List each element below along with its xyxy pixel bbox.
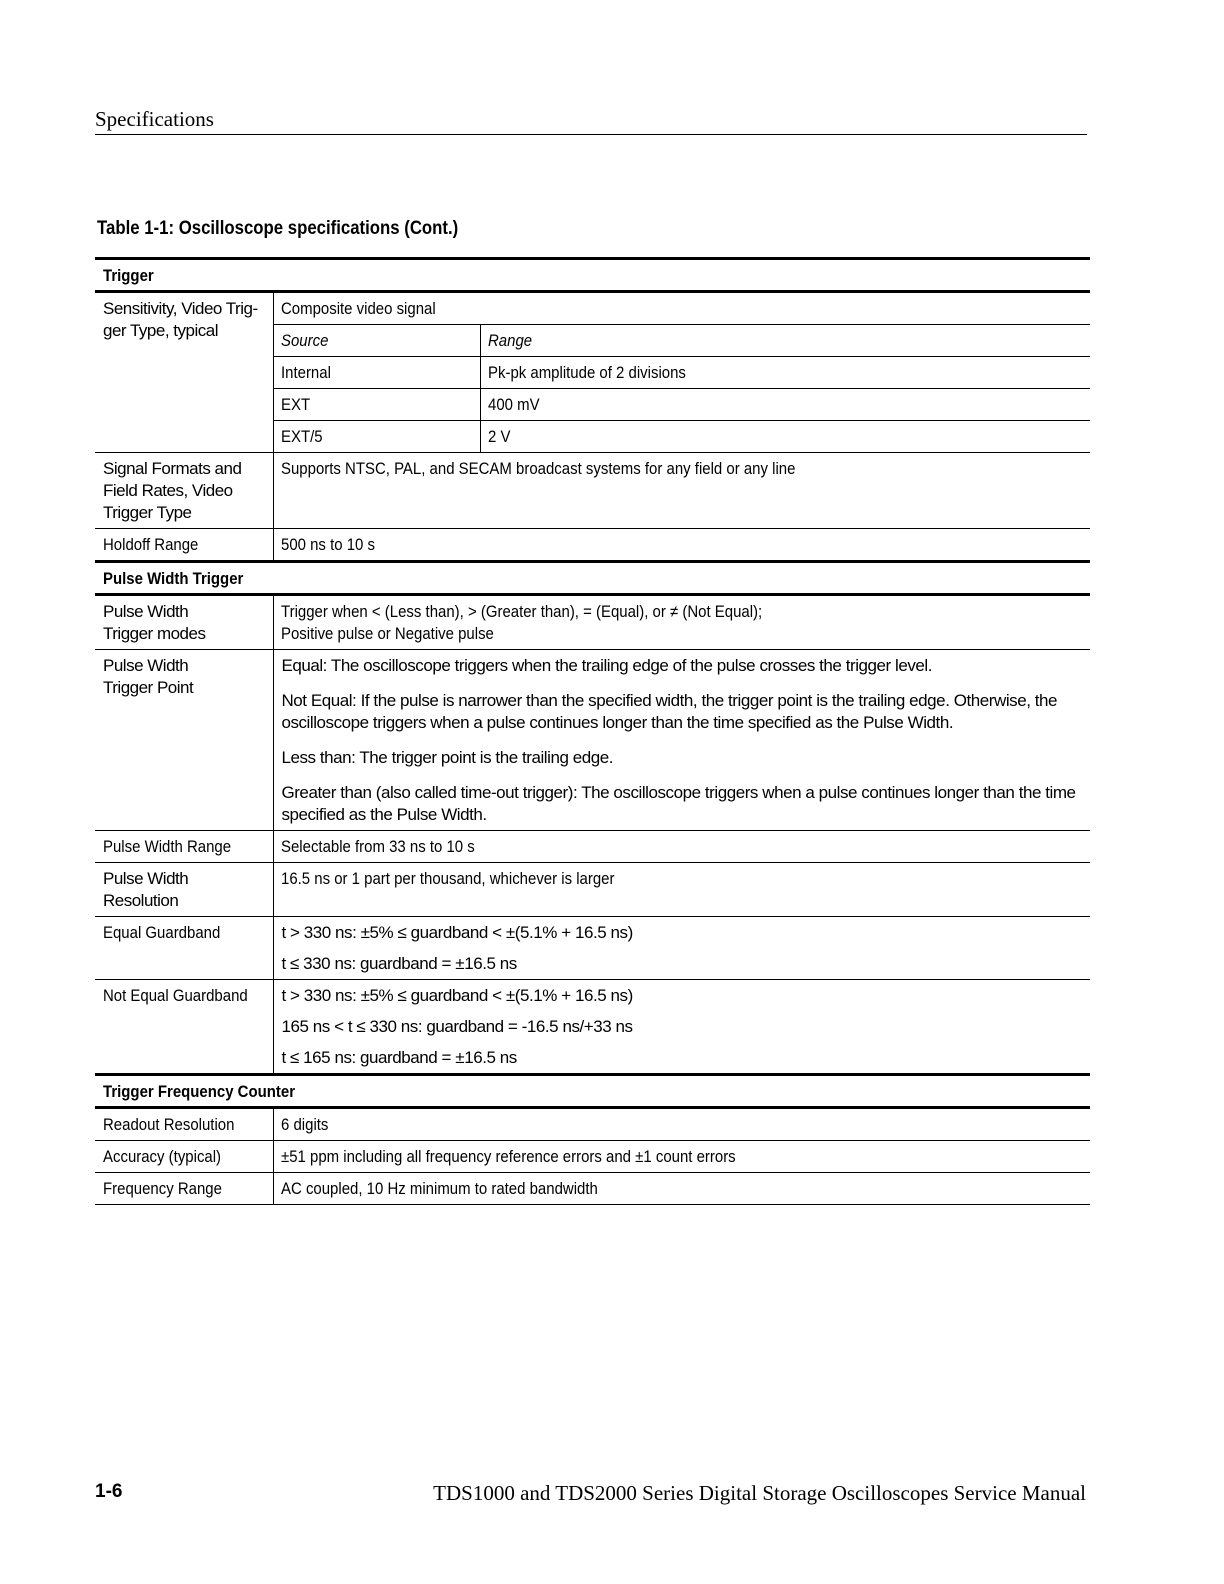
- section-header-frequency-counter: [95, 1075, 1090, 1108]
- spec-row-equal-guardband: [95, 917, 1090, 980]
- spec-row-pulse-width-range: [95, 831, 1090, 863]
- spec-label: Not Equal Guardband: [103, 986, 248, 1005]
- column-header-range: Range: [488, 331, 533, 350]
- spec-row-readout-resolution: [95, 1108, 1090, 1141]
- section-header-pulse-width: [95, 562, 1090, 595]
- spec-paragraph: Greater than (also called time-out trigger): The oscilloscope triggers when a pulse continues longer than the time specified as the Pulse Width.: [281, 783, 1076, 824]
- spec-label: Signal Formats and Field Rates, Video Trigger Type: [103, 459, 242, 522]
- section-title: Trigger Frequency Counter: [103, 1082, 296, 1101]
- subtable-row: [274, 389, 1090, 421]
- spec-label: Pulse Width Trigger modes: [103, 602, 206, 643]
- spec-label: Holdoff Range: [103, 535, 199, 554]
- spec-row-pulse-width-trigger-point: [95, 650, 1090, 831]
- spec-label: Pulse Width Resolution: [103, 869, 189, 910]
- spec-value: 500 ns to 10 s: [281, 535, 376, 554]
- table-caption: Table 1-1: Oscilloscope specifications (Cont.): [97, 217, 459, 239]
- source-cell: EXT: [281, 395, 311, 414]
- spec-row-frequency-range: [95, 1173, 1090, 1205]
- subtable-row: [274, 357, 1090, 389]
- video-sensitivity-subtable: [274, 324, 1090, 452]
- spec-label: Sensitivity, Video Trig-ger Type, typical: [103, 299, 258, 340]
- source-cell: Internal: [281, 363, 332, 382]
- spec-row-pulse-width-modes: [95, 595, 1090, 650]
- range-cell: 2 V: [488, 427, 511, 446]
- spec-value: 6 digits: [281, 1115, 329, 1134]
- spec-row-video-sensitivity: [95, 292, 1090, 453]
- subtable-header: [274, 325, 1090, 357]
- subtable-row: [274, 421, 1090, 453]
- spec-value: Supports NTSC, PAL, and SECAM broadcast systems for any field or any line: [281, 459, 796, 478]
- section-title: Trigger: [103, 266, 154, 285]
- spec-value: t > 330 ns: ±5% ≤ guardband < ±(5.1% + 16.5 ns): [281, 986, 633, 1005]
- range-cell: Pk-pk amplitude of 2 divisions: [488, 363, 687, 382]
- spec-value: t ≤ 165 ns: guardband = ±16.5 ns: [281, 1048, 517, 1067]
- spec-row-not-equal-guardband: [95, 980, 1090, 1075]
- spec-value: Positive pulse or Negative pulse: [281, 624, 495, 643]
- spec-label: Equal Guardband: [103, 923, 221, 942]
- range-cell: 400 mV: [488, 395, 541, 414]
- spec-row-pulse-width-resolution: [95, 863, 1090, 917]
- manual-title: TDS1000 and TDS2000 Series Digital Storage Oscilloscopes Service Manual: [433, 1481, 1086, 1505]
- section-header-trigger: [95, 259, 1090, 292]
- spec-row-holdoff-range: [95, 529, 1090, 562]
- source-cell: EXT/5: [281, 427, 324, 446]
- running-head: Specifications: [95, 107, 1087, 135]
- spec-value: AC coupled, 10 Hz minimum to rated bandwidth: [281, 1179, 599, 1198]
- spec-paragraph: Less than: The trigger point is the trailing edge.: [281, 748, 614, 767]
- specifications-table: [95, 257, 1090, 1205]
- spec-value: Trigger when < (Less than), > (Greater than), = (Equal), or ≠ (Not Equal);: [281, 602, 763, 621]
- spec-row-signal-formats: [95, 453, 1090, 529]
- spec-value: t > 330 ns: ±5% ≤ guardband < ±(5.1% + 16.5 ns): [281, 923, 633, 942]
- spec-value: 16.5 ns or 1 part per thousand, whichever is larger: [281, 869, 615, 888]
- spec-row-accuracy: [95, 1141, 1090, 1173]
- spec-label: Pulse Width Range: [103, 837, 232, 856]
- column-header-source: Source: [281, 331, 329, 350]
- spec-value: Selectable from 33 ns to 10 s: [281, 837, 476, 856]
- spec-label: Pulse Width Trigger Point: [103, 656, 194, 697]
- section-title: Pulse Width Trigger: [103, 569, 244, 588]
- spec-label: Readout Resolution: [103, 1115, 235, 1134]
- spec-paragraph: Equal: The oscilloscope triggers when the trailing edge of the pulse crosses the trigger level.: [281, 656, 933, 675]
- spec-value: Composite video signal: [281, 299, 437, 318]
- page-number: 1-6: [95, 1481, 123, 1502]
- spec-value: t ≤ 330 ns: guardband = ±16.5 ns: [281, 954, 517, 973]
- spec-label: Accuracy (typical): [103, 1147, 222, 1166]
- spec-paragraph: Not Equal: If the pulse is narrower than the specified width, the trigger point is the trailing edge. Otherwise, the oscilloscope triggers when a pulse continues longer than the time specified as the Pulse Width.: [281, 691, 1058, 732]
- spec-value: ±51 ppm including all frequency reference errors and ±1 count errors: [281, 1147, 737, 1166]
- spec-value: 165 ns < t ≤ 330 ns: guardband = -16.5 ns/+33 ns: [281, 1017, 633, 1036]
- spec-label: Frequency Range: [103, 1179, 222, 1198]
